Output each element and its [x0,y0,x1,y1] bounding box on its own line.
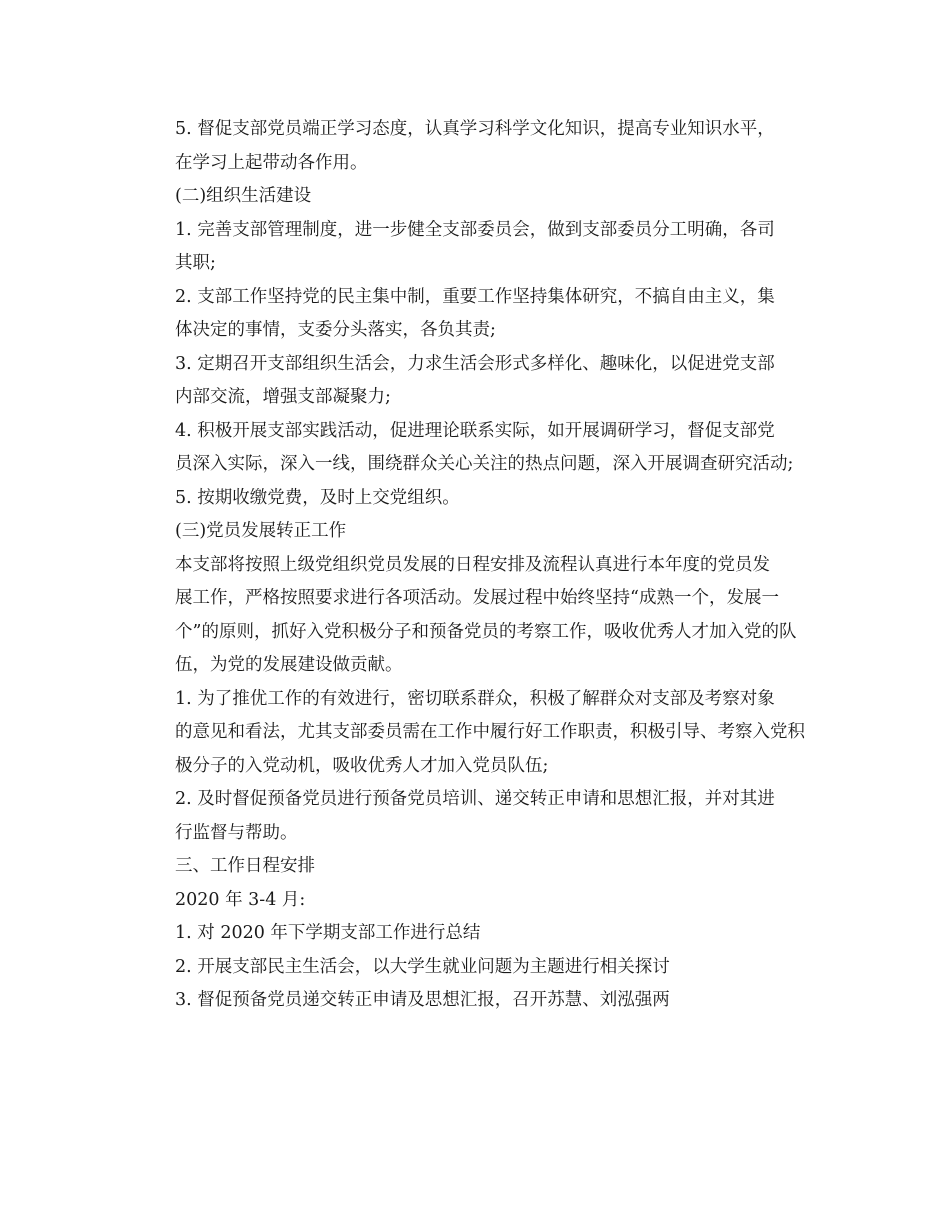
paragraph [140,783,812,850]
text-line: 三、工作日程安排 [175,856,315,876]
text-line: 体决定的事情，支委分头落实，各负其责; [175,320,496,340]
paragraph [140,113,812,180]
text-line: 个”的原则，抓好入党积极分子和预备党员的考察工作，吸收优秀人才加入党的队 [175,621,797,642]
text-line: 2. 开展支部民主生活会，以大学生就业问题为主题进行相关探讨 [175,956,670,977]
text-line: 3. 定期召开支部组织生活会，力求生活会形式多样化、趣味化，以促进党支部 [175,353,775,374]
text-line: 在学习上起带动各作用。 [175,152,368,173]
text-line: 3. 督促预备党员递交转正申请及思想汇报，召开苏慧、刘泓强两 [175,990,670,1010]
text-line: 本支部将按照上级党组织党员发展的日程安排及流程认真进行本年度的党员发 [175,554,770,575]
text-line: 5. 督促支部党员端正学习态度，认真学习科学文化知识，提高专业知识水平， [175,119,775,139]
text-line: 内部交流，增强支部凝聚力; [175,387,391,407]
paragraph [140,180,812,214]
paragraph [140,884,812,918]
text-line: (三)党员发展转正工作 [175,521,347,541]
text-line: 员深入实际，深入一线，围绕群众关心关注的热点问题，深入开展调查研究活动; [175,454,794,474]
text-line: 行监督与帮助。 [175,822,298,843]
paragraph [140,951,812,985]
paragraph [140,515,812,549]
text-line: 2020 年 3-4 月: [175,889,306,910]
text-line: 4. 积极开展支部实践活动，促进理论联系实际，如开展调研学习，督促支部党 [175,420,775,441]
paragraph [140,683,812,784]
text-line: 展工作，严格按照要求进行各项活动。发展过程中始终坚持“成熟一个，发展一 [175,588,779,608]
text-line: 其职; [175,253,216,273]
paragraph [140,984,812,1018]
text-line: 2. 及时督促预备党员进行预备党员培训、递交转正申请和思想汇报，并对其进 [175,789,775,809]
text-line: 伍，为党的发展建设做贡献。 [175,655,403,675]
text-line: 1. 完善支部管理制度，进一步健全支部委员会，做到支部委员分工明确，各司 [175,219,775,240]
text-line: 2. 支部工作坚持党的民主集中制，重要工作坚持集体研究，不搞自由主义，集 [175,286,775,307]
paragraph [140,850,812,884]
text-line: 1. 为了推优工作的有效进行，密切联系群众，积极了解群众对支部及考察对象 [175,688,775,709]
paragraph [140,415,812,482]
paragraph [140,281,812,348]
paragraph [140,917,812,951]
text-line: 的意见和看法，尤其支部委员需在工作中履行好工作职责，积极引导、考察入党积 [175,722,805,742]
paragraph [140,549,812,683]
paragraph [140,482,812,516]
text-line: 1. 对 2020 年下学期支部工作进行总结 [175,923,481,943]
paragraph [140,214,812,281]
text-line: 5. 按期收缴党费，及时上交党组织。 [175,487,460,508]
paragraph [140,348,812,415]
text-line: 极分子的入党动机，吸收优秀人才加入党员队伍; [175,755,549,776]
text-line: (二)组织生活建设 [175,186,312,206]
document-body [140,113,812,1018]
